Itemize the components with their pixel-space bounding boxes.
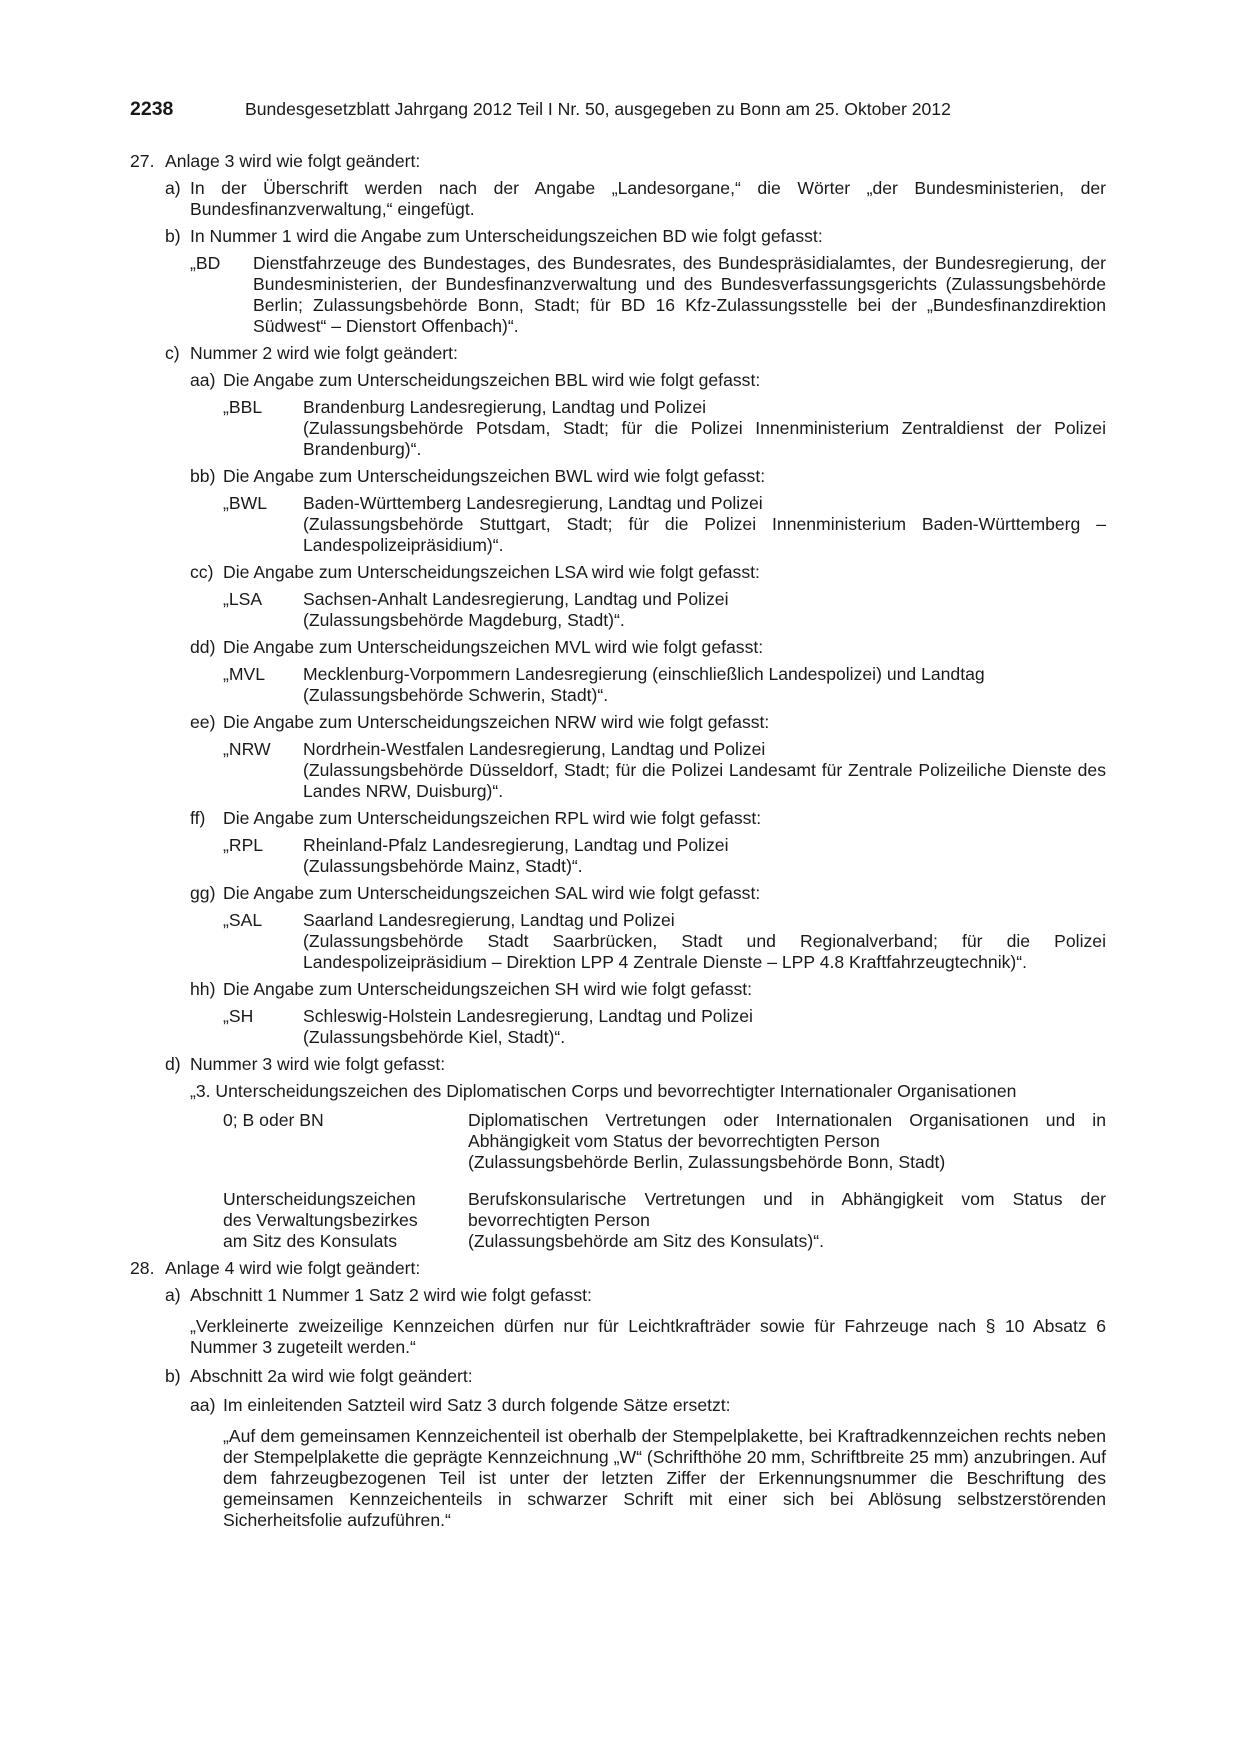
item-27-c-sub bbox=[130, 562, 1106, 631]
section-heading: „3. Unterscheidungszeichen des Diplomatischen Corps und bevorrechtigter Internationaler Organisationen bbox=[190, 1081, 1017, 1101]
document-body bbox=[130, 151, 1106, 1531]
table-cell-text: Berufskonsularische Vertretungen und in Abhängigkeit vom Status der bevorrechtigten Person bbox=[468, 1189, 1106, 1230]
definition-line: Rheinland-Pfalz Landesregierung, Landtag und Polizei bbox=[303, 835, 729, 855]
item-27 bbox=[130, 151, 1106, 172]
item-27-c-sub bbox=[130, 979, 1106, 1048]
item-text: Die Angabe zum Unterscheidungszeichen SAL wird wie folgt gefasst: bbox=[223, 883, 761, 903]
table-cell-desc bbox=[468, 1110, 1106, 1173]
definition-text bbox=[303, 589, 1106, 631]
item-label: bb) bbox=[190, 466, 216, 486]
item-27-b bbox=[130, 226, 1106, 337]
item-text: In Nummer 1 wird die Angabe zum Unterscheidungszeichen BD wie folgt gefasst: bbox=[190, 226, 823, 246]
item-label: a) bbox=[165, 178, 181, 198]
definition-text bbox=[303, 1006, 1106, 1048]
definition-line: (Zulassungsbehörde Mainz, Stadt)“. bbox=[303, 856, 583, 876]
item-28-a bbox=[130, 1285, 1106, 1358]
item-text: Die Angabe zum Unterscheidungszeichen SH wird wie folgt gefasst: bbox=[223, 979, 753, 999]
table-cell-code: Unterscheidungszeichen des Verwaltungsbezirkes am Sitz des Konsulats bbox=[223, 1189, 418, 1251]
item-text: Im einleitenden Satzteil wird Satz 3 durch folgende Sätze ersetzt: bbox=[223, 1395, 731, 1415]
table-cell-text: Diplomatischen Vertretungen oder Internationalen Organisationen und in Abhängigkeit vom Status der bevorrechtigten Person bbox=[468, 1110, 1106, 1151]
item-27-a bbox=[130, 178, 1106, 220]
code-table bbox=[165, 1110, 1106, 1252]
item-label: d) bbox=[165, 1054, 181, 1074]
definition-code: „MVL bbox=[223, 664, 266, 684]
page-number: 2238 bbox=[130, 98, 174, 120]
definition-code: „SAL bbox=[223, 910, 263, 930]
item-text: Nummer 3 wird wie folgt gefasst: bbox=[190, 1054, 446, 1074]
definition-code: „BWL bbox=[223, 493, 267, 513]
item-text: Anlage 3 wird wie folgt geändert: bbox=[165, 151, 421, 171]
table-cell-code: 0; B oder BN bbox=[223, 1110, 324, 1130]
definition-text bbox=[303, 910, 1106, 973]
definition-line: Baden-Württemberg Landesregierung, Landtag und Polizei bbox=[303, 493, 763, 513]
definition-line: Nordrhein-Westfalen Landesregierung, Landtag und Polizei bbox=[303, 739, 766, 759]
definition-text bbox=[303, 664, 1106, 706]
table-cell-text: (Zulassungsbehörde Berlin, Zulassungsbehörde Bonn, Stadt) bbox=[468, 1152, 946, 1172]
item-label: b) bbox=[165, 1366, 181, 1386]
item-label: 27. bbox=[130, 151, 155, 171]
item-27-d bbox=[130, 1054, 1106, 1252]
item-label: dd) bbox=[190, 637, 216, 657]
item-27-c-sub bbox=[130, 466, 1106, 556]
item-label: cc) bbox=[190, 562, 214, 582]
definition-line: (Zulassungsbehörde Potsdam, Stadt; für die Polizei Innenministerium Zentraldienst der Polizei Brandenburg)“. bbox=[303, 418, 1106, 459]
definition-entry bbox=[190, 589, 1106, 631]
quoted-text: „Auf dem gemeinsamen Kennzeichenteil ist oberhalb der Stempelplakette, bei Kraftradkennzeichen rechts neben der Stempelplakette die geprägte Kennzeichnung „W“ (Schrifthöhe 20 mm, Schriftbreite 25 mm) anzubringen. Auf dem fahrzeugbezogenen Teil ist unter der letzten Ziffer der Erkennungsnummer die Beschriftung des gemeinsamen Kennzeichenteils in schwarzer Schrift mit einer sich bei Ablösung selbstzerstörenden Sicherheitsfolie aufzuführen.“ bbox=[223, 1426, 1106, 1530]
definition-BD bbox=[165, 253, 1106, 337]
definition-text bbox=[303, 835, 1106, 877]
definition-code: „SH bbox=[223, 1006, 254, 1026]
item-text: Die Angabe zum Unterscheidungszeichen BWL wird wie folgt gefasst: bbox=[223, 466, 766, 486]
definition-text: Dienstfahrzeuge des Bundestages, des Bundesrates, des Bundespräsidialamtes, der Bundesregierung, der Bundesministerien, der Bundesfinanzverwaltung und des Bundesverfassungsgerichts (Zulassungsbehörde Berlin; Zulassungsbehörde Bonn, Stadt; für BD 16 Kfz-Zulassungsstelle bei der „Bundesfinanzdirektion Südwest“ – Dienstort Offenbach)“. bbox=[253, 253, 1106, 336]
item-label: ff) bbox=[190, 808, 206, 828]
item-label: 28. bbox=[130, 1258, 155, 1278]
definition-line: (Zulassungsbehörde Schwerin, Stadt)“. bbox=[303, 685, 609, 705]
item-27-c-sub bbox=[130, 712, 1106, 802]
item-27-c-sub bbox=[130, 637, 1106, 706]
definition-line: Sachsen-Anhalt Landesregierung, Landtag und Polizei bbox=[303, 589, 729, 609]
definition-line: (Zulassungsbehörde Kiel, Stadt)“. bbox=[303, 1027, 566, 1047]
definition-entry bbox=[190, 1006, 1106, 1048]
definition-entry bbox=[190, 397, 1106, 460]
item-text: Anlage 4 wird wie folgt geändert: bbox=[165, 1258, 421, 1278]
definition-line: (Zulassungsbehörde Stadt Saarbrücken, Stadt und Regionalverband; für die Polizei Landespolizeipräsidium – Direktion LPP 4 Zentrale Dienste – LPP 4.8 Kraftfahrzeugtechnik)“. bbox=[303, 931, 1106, 972]
definition-line: Schleswig-Holstein Landesregierung, Landtag und Polizei bbox=[303, 1006, 753, 1026]
item-text: Die Angabe zum Unterscheidungszeichen BBL wird wie folgt gefasst: bbox=[223, 370, 761, 390]
item-text: Die Angabe zum Unterscheidungszeichen MVL wird wie folgt gefasst: bbox=[223, 637, 764, 657]
item-label: c) bbox=[165, 343, 180, 363]
item-27-c-sub bbox=[130, 883, 1106, 973]
item-text: Die Angabe zum Unterscheidungszeichen NRW wird wie folgt gefasst: bbox=[223, 712, 770, 732]
definition-entry bbox=[190, 910, 1106, 973]
item-28-b-aa bbox=[130, 1395, 1106, 1531]
item-text: Abschnitt 2a wird wie folgt geändert: bbox=[190, 1366, 473, 1386]
item-label: a) bbox=[165, 1285, 181, 1305]
table-cell-text: (Zulassungsbehörde am Sitz des Konsulats)“. bbox=[468, 1231, 824, 1251]
item-text: In der Überschrift werden nach der Angabe „Landesorgane,“ die Wörter „der Bundesministerien, der Bundesfinanzverwaltung,“ eingefügt. bbox=[190, 178, 1106, 219]
item-27-c bbox=[130, 343, 1106, 364]
definition-code: „RPL bbox=[223, 835, 264, 855]
item-text: Die Angabe zum Unterscheidungszeichen RPL wird wie folgt gefasst: bbox=[223, 808, 762, 828]
item-27-c-sub bbox=[130, 808, 1106, 877]
definition-line: Brandenburg Landesregierung, Landtag und Polizei bbox=[303, 397, 707, 417]
page-header bbox=[0, 97, 1241, 123]
header-title: Bundesgesetzblatt Jahrgang 2012 Teil I Nr. 50, ausgegeben zu Bonn am 25. Oktober 2012 bbox=[245, 99, 951, 119]
item-28-b bbox=[130, 1366, 1106, 1387]
definition-line: (Zulassungsbehörde Stuttgart, Stadt; für die Polizei Innenministerium Baden-Württemberg – Landespolizeipräsidium)“. bbox=[303, 514, 1106, 555]
definition-text bbox=[303, 739, 1106, 802]
definition-code: „BBL bbox=[223, 397, 263, 417]
item-text: Nummer 2 wird wie folgt geändert: bbox=[190, 343, 458, 363]
definition-code: „NRW bbox=[223, 739, 271, 759]
item-text: Die Angabe zum Unterscheidungszeichen LSA wird wie folgt gefasst: bbox=[223, 562, 760, 582]
item-label: aa) bbox=[190, 370, 216, 390]
item-27-c-sub bbox=[130, 370, 1106, 460]
definition-line: Saarland Landesregierung, Landtag und Polizei bbox=[303, 910, 675, 930]
definition-entry bbox=[190, 739, 1106, 802]
item-label: hh) bbox=[190, 979, 216, 999]
definition-entry bbox=[190, 493, 1106, 556]
definition-code: „BD bbox=[190, 253, 221, 273]
item-28 bbox=[130, 1258, 1106, 1279]
definition-line: (Zulassungsbehörde Magdeburg, Stadt)“. bbox=[303, 610, 625, 630]
item-text: Abschnitt 1 Nummer 1 Satz 2 wird wie folgt gefasst: bbox=[190, 1285, 592, 1305]
table-row bbox=[223, 1110, 1106, 1173]
definition-line: (Zulassungsbehörde Düsseldorf, Stadt; für die Polizei Landesamt für Zentrale Polizeiliche Dienste des Landes NRW, Duisburg)“. bbox=[303, 760, 1106, 801]
table-row bbox=[223, 1189, 1106, 1252]
item-label: b) bbox=[165, 226, 181, 246]
item-label: aa) bbox=[190, 1395, 216, 1415]
definition-text bbox=[303, 397, 1106, 460]
item-label: gg) bbox=[190, 883, 216, 903]
definition-code: „LSA bbox=[223, 589, 263, 609]
quoted-text: „Verkleinerte zweizeilige Kennzeichen dürfen nur für Leichtkrafträder sowie für Fahrzeuge nach § 10 Absatz 6 Nummer 3 zugeteilt werden.“ bbox=[190, 1316, 1106, 1357]
table-cell-desc bbox=[468, 1189, 1106, 1252]
definition-text bbox=[303, 493, 1106, 556]
definition-line: Mecklenburg-Vorpommern Landesregierung (einschließlich Landespolizei) und Landtag bbox=[303, 664, 985, 684]
definition-entry bbox=[190, 664, 1106, 706]
definition-entry bbox=[190, 835, 1106, 877]
item-label: ee) bbox=[190, 712, 216, 732]
